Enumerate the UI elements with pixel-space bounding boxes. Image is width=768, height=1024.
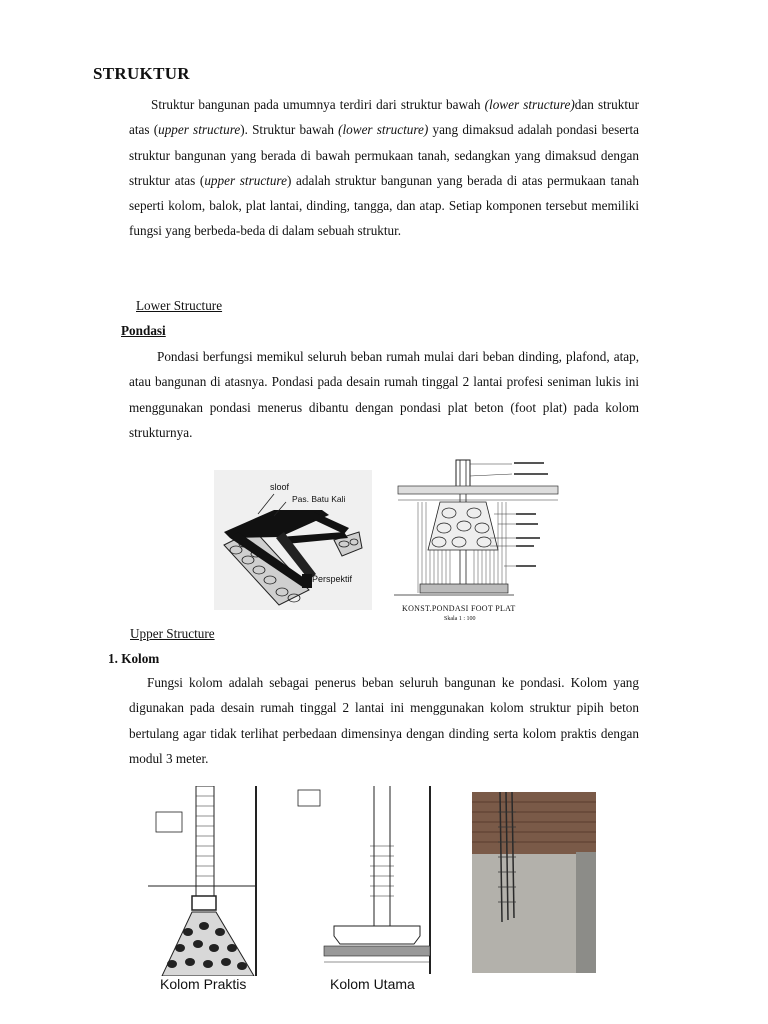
kolom-photo-drawing <box>472 792 596 973</box>
upper-structure-heading: Upper Structure <box>130 626 215 641</box>
kolom-utama-drawing <box>294 786 434 974</box>
intro-text-2: dan struktur atas ( <box>129 97 639 138</box>
kolom-praktis-figure <box>148 786 260 996</box>
intro-lower-term: (lower structure) <box>484 97 575 112</box>
kolom-praktis-drawing <box>148 786 260 976</box>
caption-kolom-utama: Kolom Utama <box>330 976 415 992</box>
label-sloof: sloof <box>270 482 290 492</box>
lower-structure-heading: Lower Structure <box>136 298 223 313</box>
foot-plat-scale: Skala 1 : 100 <box>444 616 476 622</box>
kolom-utama-figure <box>294 786 434 996</box>
intro-paragraph <box>129 92 639 244</box>
pondasi-perspektif-drawing <box>214 470 372 610</box>
intro-text-4: yang dimaksud adalah pondasi beserta struktur bangunan yang berada di bawah permukaan tanah, sedangkan yang dimaksud dengan struktur atas ( <box>129 122 639 188</box>
kolom-photo <box>472 792 596 973</box>
intro-text-1: Struktur bangunan pada umumnya terdiri dari struktur bawah <box>151 97 481 112</box>
pondasi-perspektif-figure <box>214 470 372 610</box>
label-batu-kali: Pas. Batu Kali <box>292 494 346 504</box>
kolom-heading: 1. Kolom <box>108 651 160 666</box>
intro-lower-term-2: (lower structure) <box>338 122 429 138</box>
caption-kolom-praktis: Kolom Praktis <box>160 976 247 992</box>
intro-text-3: ). Struktur bawah <box>240 122 334 138</box>
pondasi-paragraph <box>129 344 639 445</box>
pondasi-text: Pondasi berfungsi memikul seluruh beban rumah mulai dari beban dinding, plafond, atap, atau bangunan di atasnya. Pondasi pada desain rumah tinggal 2 lantai profesi seniman lukis ini menggunakan pondasi menerus dibantu dengan pondasi plat beton (foot plat) pada kolom strukturnya. <box>129 349 639 440</box>
label-perspektif: Perspektif <box>312 574 353 584</box>
pondasi-heading: Pondasi <box>121 323 166 338</box>
intro-upper-term-2: upper structure <box>204 172 287 188</box>
kolom-text: Fungsi kolom adalah sebagai penerus beban seluruh bangunan ke pondasi. Kolom yang digunakan pada desain rumah tinggal 2 lantai ini menggunakan kolom struktur pipih beton bertulang agar tidak terlihat perbedaan dimensinya dengan dinding serta kolom praktis dengan modul 3 meter. <box>129 675 639 766</box>
page-title: STRUKTUR <box>93 64 190 83</box>
foot-plat-drawing <box>394 458 564 608</box>
kolom-paragraph <box>129 670 639 771</box>
foot-plat-figure <box>394 458 564 626</box>
foot-plat-title: KONST.PONDASI FOOT PLAT <box>402 604 516 613</box>
intro-text-5: ) adalah struktur bangunan yang berada di atas permukaan tanah seperti kolom, balok, plat lantai, dinding, tangga, dan atap. Setiap komponen tersebut memiliki fungsi yang berbeda-beda di dalam sebuah struktur. <box>129 172 640 239</box>
intro-upper-term: upper structure <box>158 122 241 138</box>
